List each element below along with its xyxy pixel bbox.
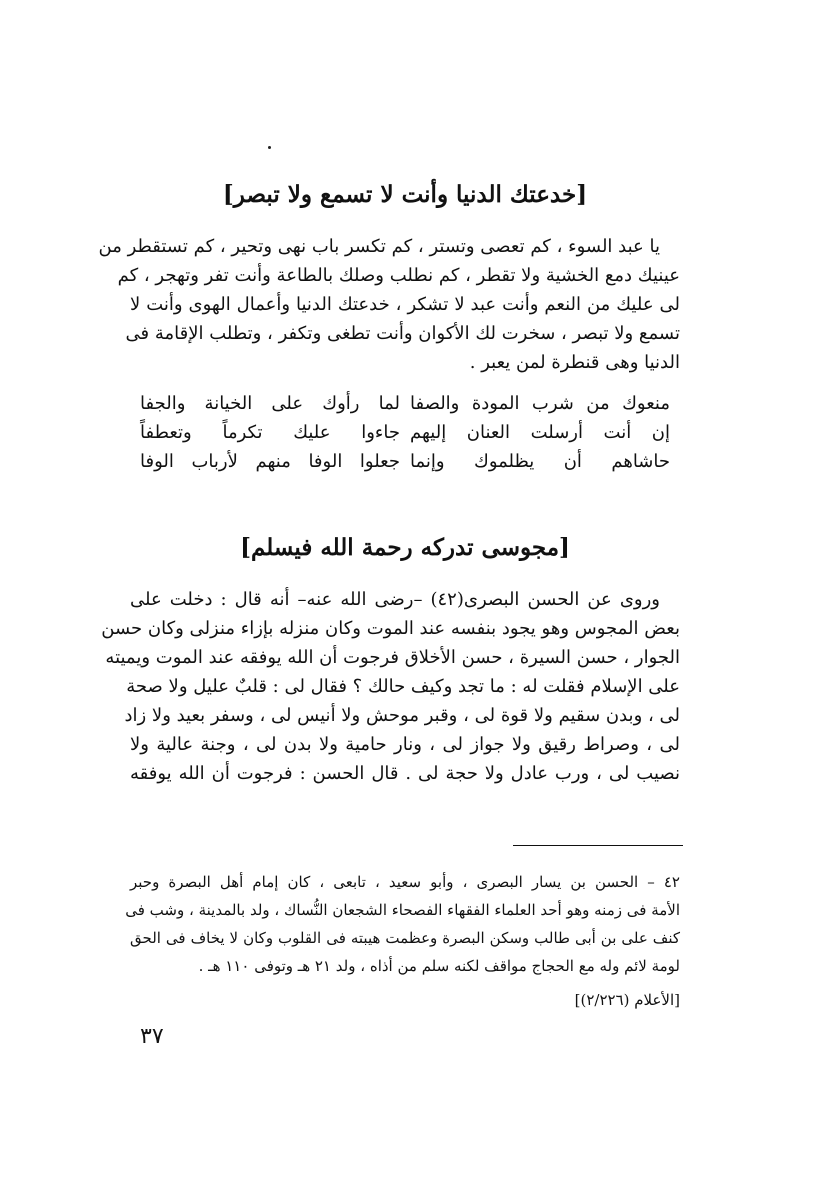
text-line: بعض المجوس وهو يجود بنفسه عند الموت وكان منزله بإزاء منزلى وكان حسن	[101, 618, 680, 639]
poem-hemistich-first: حاشاهم أن يظلموك وإنما	[410, 451, 670, 472]
poem-verse	[140, 447, 670, 476]
footnote-source: [الأعلام (٢/٢٢٦)]	[574, 991, 680, 1009]
footnote-line: ٤٢ – الحسن بن يسار البصرى ، وأبو سعيد ، تابعى ، كان إمام أهل البصرة وحبر	[130, 873, 680, 891]
text-line: لى عليك من النعم وأنت عبد لا تشكر ، خدعتك الدنيا وأعمال الهوى وأنت لا	[130, 294, 680, 315]
text-line: يا عبد السوء ، كم تعصى وتستر ، كم تكسر باب نهى وتحير ، كم تستقطر من	[98, 236, 660, 257]
poem-verse	[140, 389, 670, 418]
footnote	[125, 868, 680, 980]
footnote-line: لومة لائم وله مع الحجاج مواقف لكنه سلم من أذاه ، ولد ٢١ هـ وتوفى ١١٠ هـ .	[198, 957, 680, 975]
text-line: الدنيا وهى قنطرة لمن يعبر .	[469, 352, 680, 373]
text-line: عينيك دمع الخشية ولا تقطر ، كم نطلب وصلك بالطاعة وأنت تفر وتهجر ، كم	[117, 265, 680, 286]
text-line: وروى عن الحسن البصرى(٤٢) –رضى الله عنه– أنه قال : دخلت على	[130, 589, 660, 610]
footnote-line: الأمة فى زمنه وهو أحد العلماء الفقهاء الفصحاء الشجعان النُّساك ، ولد بالمدينة ، وشب فى	[125, 901, 680, 919]
text-line: لى ، وصراط رقيق ولا جواز لى ، ونار حامية ولا بدن لى ، وجنة عالية ولا	[130, 734, 680, 755]
poem-hemistich-second: جاءوا عليك تكرماً وتعطفاً	[140, 422, 400, 443]
section-title-2: [مجوسى تدركه رحمة الله فيسلم]	[240, 534, 570, 561]
poem-hemistich-first: إن أنت أرسلت العنان إليهم	[410, 422, 670, 443]
footnote-separator	[513, 845, 683, 846]
text-line: تسمع ولا تبصر ، سخرت لك الأكوان وأنت تطغى وتكفر ، وتطلب الإقامة فى	[125, 323, 680, 344]
poem-hemistich-second: لما رأوك على الخيانة والجفا	[140, 393, 400, 414]
poem-hemistich-first: منعوك من شرب المودة والصفا	[410, 393, 670, 414]
footnote-line: كنف على بن أبى طالب وسكن البصرة وعظمت هيبته فى القلوب وكان لا يخاف فى الحق	[130, 929, 680, 947]
poem-verse	[140, 418, 670, 447]
section-title-1: [خدعتك الدنيا وأنت لا تسمع ولا تبصر]	[222, 181, 588, 208]
poem-hemistich-second: جعلوا الوفا منهم لأرباب الوفا	[140, 451, 400, 472]
text-line: لى ، وبدن سقيم ولا قوة لى ، وقبر موحش ولا أنيس لى ، وسفر بعيد ولا زاد	[124, 705, 680, 726]
section1-paragraph	[98, 232, 680, 377]
page-number: ٣٧	[140, 1024, 164, 1049]
section2-paragraph	[101, 585, 680, 788]
poem	[140, 389, 670, 476]
text-line: الجوار ، حسن السيرة ، حسن الأخلاق فرجوت أن الله يوفقه عند الموت ويميته	[105, 647, 680, 668]
ink-dot	[268, 146, 271, 149]
text-line: على الإسلام فقلت له : ما تجد وكيف حالك ؟ فقال لى : قلبٌ عليل ولا صحة	[126, 676, 680, 697]
text-line: نصيب لى ، ورب عادل ولا حجة لى . قال الحسن : فرجوت أن الله يوفقه	[130, 763, 680, 784]
